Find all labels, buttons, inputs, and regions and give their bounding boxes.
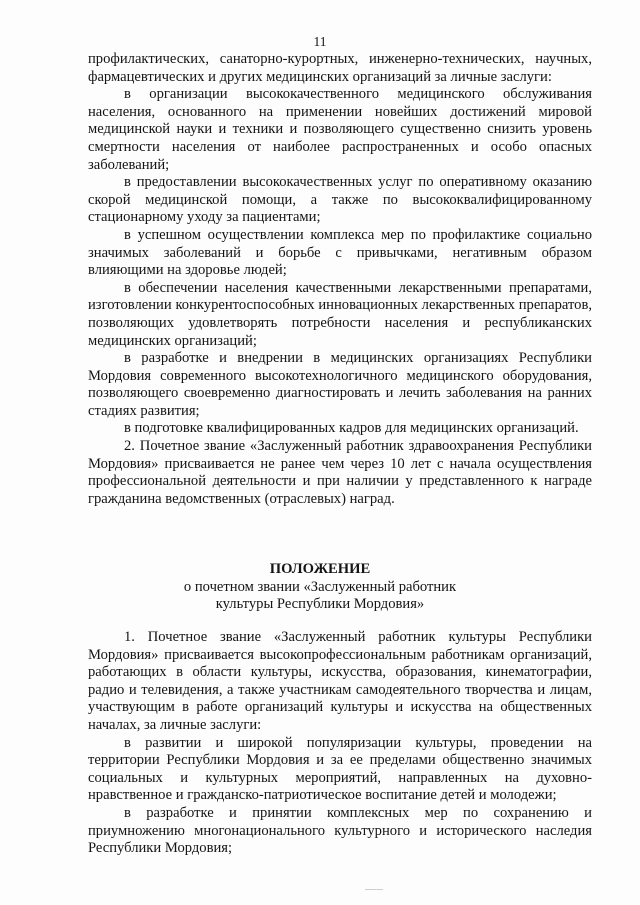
paragraph: в развитии и широкой популяризации культуры, проведении на территории Республики Мордовия и за ее пределами общественно значимых социальных и культурных мероприятий, направленных на духовно-нравственное и гражданско-патриотическое воспитание детей и молодежи; <box>88 734 592 804</box>
paragraph: в разработке и внедрении в медицинских организациях Республики Мордовия современного высокотехнологичного медицинского оборудования, позволяющего своевременно диагностировать и лечить заболевания на ранних стадиях развития; <box>88 350 592 419</box>
paragraph: в организации высококачественного медицинского обслуживания населения, основанного на применении новейших достижений мировой медицинской науки и техники и позволяющего существенно снизить уровень смертности населения от наиболее распространенных и особо опасных заболеваний; <box>88 86 592 173</box>
regulation-heading <box>0 561 640 614</box>
paragraph: в успешном осуществлении комплекса мер по профилактике социально значимых заболеваний и борьбе с привычками, негативным образом влияющими на здоровье людей; <box>88 226 592 279</box>
page-number: 11 <box>313 34 327 49</box>
paragraph: в предоставлении высококачественных услуг по оперативному оказанию скорой медицинской помощи, а также по высококвалифицированному стационарному уходу за пациентами; <box>88 174 592 226</box>
paragraph: в разработке и принятии комплексных мер по сохранению и приумножению многонационального культурного и исторического наследия Республики Мордовия; <box>88 804 592 857</box>
regulation-subtitle-line-1: о почетном звании «Заслуженный работник <box>183 578 457 595</box>
paragraph: в обеспечении населения качественными лекарственными препаратами, изготовлении конкурентоспособных инновационных лекарственных препаратов, позволяющих удовлетворять потребности населения и республиканских медицинских организаций; <box>88 279 592 349</box>
paragraph: профилактических, санаторно-курортных, инженерно-технических, научных, фармацевтических и других медицинских организаций за личные заслуги: <box>88 51 592 85</box>
regulation-title: ПОЛОЖЕНИЕ <box>269 561 371 577</box>
paragraph: 1. Почетное звание «Заслуженный работник культуры Республики Мордовия» присваивается высокопрофессиональным работникам организаций, работающих в области культуры, искусства, образования, кинематографии, радио и телевидения, а также участникам самодеятельного творчества и лицам, участвующим в работе организаций культуры и искусства на общественных началах, за личные заслуги: <box>88 629 592 733</box>
regulation-subtitle-line-2: культуры Республики Мордовия» <box>215 596 425 613</box>
scan-artifact <box>365 889 383 890</box>
paragraph: в подготовке квалифицированных кадров для медицинских организаций. <box>124 420 579 437</box>
regulation-body <box>88 629 592 858</box>
continued-section <box>88 51 592 508</box>
paragraph: 2. Почетное звание «Заслуженный работник здравоохранения Республики Мордовия» присваивается не ранее чем через 10 лет с начала осуществления профессиональной деятельности и при наличии у представленного к награде гражданина ведомственных (отраслевых) наград. <box>88 438 592 507</box>
